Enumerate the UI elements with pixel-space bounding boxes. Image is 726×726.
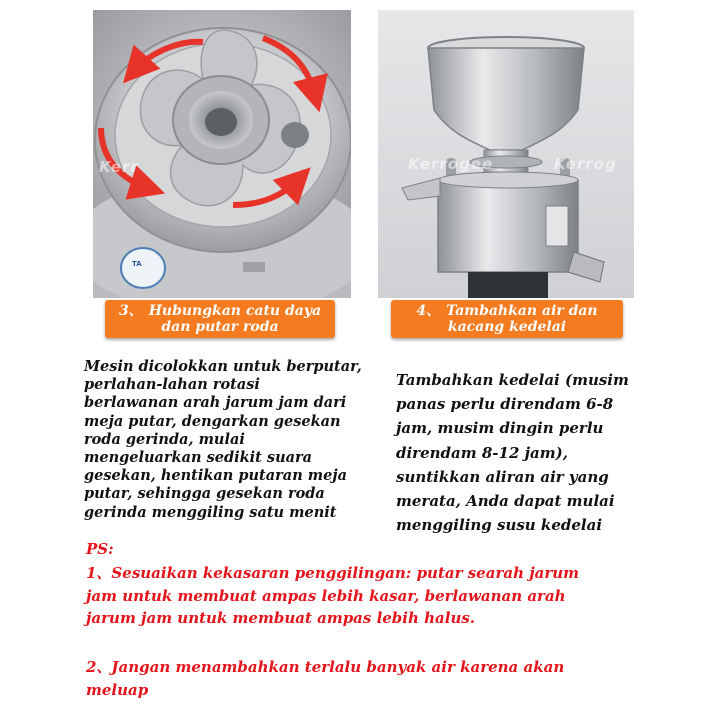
ps-note-1-line: jarum jam untuk membuat ampas lebih halus. xyxy=(86,609,476,627)
step4-title-line2: kacang kedelai xyxy=(447,319,567,335)
step3-description-line: perlahan-lahan rotasi xyxy=(84,376,260,394)
step4-description-line: merata, Anda dapat mulai xyxy=(396,492,615,511)
badge-label: TA xyxy=(132,260,142,268)
ps-note-2-line: meluap xyxy=(86,680,149,699)
ps-note-1 xyxy=(86,562,646,630)
step3-description-line: gerinda menggiling satu menit xyxy=(84,503,337,521)
step3-description-line: mengeluarkan sedikit suara xyxy=(84,449,313,467)
step3-description xyxy=(84,358,384,522)
step4-description-line: menggiling susu kedelai xyxy=(396,516,603,535)
step4-description-line: panas perlu direndam 6-8 xyxy=(396,395,614,414)
ps-note-2-line: 2、Jangan menambahkan terlalu banyak air karena akan xyxy=(86,658,565,676)
watermark-left: Kerr xyxy=(99,158,139,176)
step3-description-line: meja putar, dengarkan gesekan xyxy=(84,412,341,430)
grinder-wheel-photo xyxy=(93,10,351,298)
watermark-right: Kerrog xyxy=(554,155,617,173)
step3-description-line: berlawanan arah jarum jam dari xyxy=(84,394,347,412)
soymilk-machine-illustration xyxy=(378,10,634,298)
step3-description-line: gesekan, hentikan putaran meja xyxy=(84,467,347,485)
step4-description-line: direndam 8-12 jam), xyxy=(396,443,568,462)
step4-description-line: jam, musim dingin perlu xyxy=(396,419,604,438)
soymilk-machine-photo xyxy=(378,10,634,298)
step3-title-line1: Hubungkan catu daya xyxy=(148,303,322,319)
step4-description-line: Tambahkan kedelai (musim xyxy=(396,371,629,389)
step3-description-line: roda gerinda, mulai xyxy=(84,430,245,448)
step3-banner xyxy=(105,300,335,338)
step4-number: 4、 xyxy=(416,303,441,319)
step4-description-line: suntikkan aliran air yang xyxy=(396,467,609,486)
ps-note-2 xyxy=(86,656,646,701)
step3-title-line2: dan putar roda xyxy=(161,319,279,335)
ps-label: PS: xyxy=(86,540,114,558)
ps-note-1-line: 1、Sesuaikan kekasaran penggilingan: putar searah jarum xyxy=(86,564,580,582)
grinder-wheel-illustration xyxy=(93,10,351,298)
step3-description-line: putar, sehingga gesekan roda xyxy=(84,485,325,503)
step4-banner xyxy=(391,300,623,338)
step3-number: 3、 xyxy=(118,303,143,319)
certification-badge-icon xyxy=(121,248,165,288)
step4-description xyxy=(396,368,641,537)
watermark-center: Kerrogee xyxy=(408,155,494,173)
step4-title-line1: Tambahkan air dan xyxy=(446,303,598,319)
ps-note-1-line: jam untuk membuat ampas lebih kasar, berlawanan arah xyxy=(86,586,566,605)
step3-description-line: Mesin dicolokkan untuk berputar, xyxy=(84,358,362,375)
